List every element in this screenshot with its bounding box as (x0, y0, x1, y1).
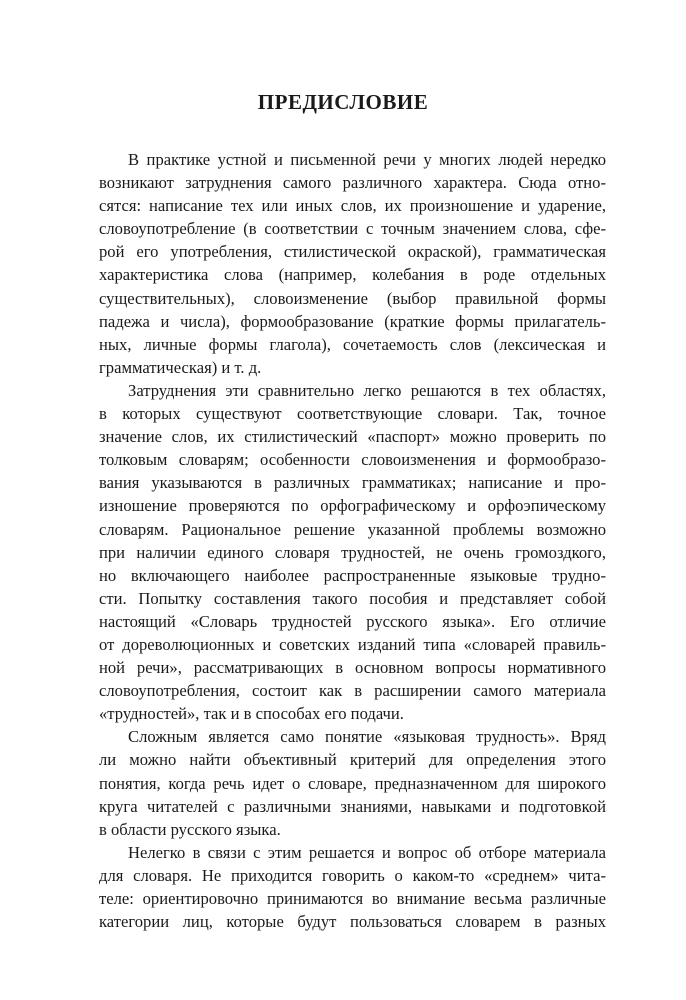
text-line: в которых существуют соответствующие словари. Так, точное (99, 404, 606, 424)
text-line: В практике устной и письменной речи у многих людей нередко (128, 150, 606, 169)
text-line: сятся: написание тех или иных слов, их произношение и ударение, (99, 196, 606, 216)
text-line: рой его употребления, стилистической окраской), грамматическая (99, 242, 606, 262)
text-line: от дореволюционных и советских изданий типа «словарей правиль- (99, 634, 606, 654)
text-line: словарям. Рациональное решение указанной проблемы возможно (99, 519, 606, 539)
text-line: характеристика слова (например, колебания в роде отдельных (99, 265, 606, 285)
paragraph (99, 148, 606, 379)
text-line: вания указываются в различных грамматиках; написание и про- (99, 473, 606, 493)
page-title: ПРЕДИСЛОВИЕ (257, 90, 429, 114)
text-line: сти. Попытку составления такого пособия и представляет собой (99, 588, 606, 608)
text-line: при наличии единого словаря трудностей, не очень громоздкого, (99, 542, 606, 562)
text-line: Затруднения эти сравнительно легко решаются в тех областях, (128, 380, 606, 400)
text-line: понятия, когда речь идет о словаре, предназначенном для широкого (99, 773, 606, 793)
text-line: категории лиц, которые будут пользоваться словарем в разных (99, 912, 606, 932)
text-line: круга читателей с различными знаниями, навыками и подготовкой (99, 796, 606, 816)
text-line: в области русского языка. (99, 819, 281, 839)
text-line: изношение проверяются по орфографическому и орфоэпическому (99, 496, 606, 516)
text-line: словоупотребления, состоит как в расширении самого материала (99, 681, 606, 701)
document-body (99, 148, 606, 933)
text-line: толковым словарям; особенности словоизменения и формообразо- (99, 450, 606, 470)
text-line: существительных), словоизменение (выбор правильной формы (99, 288, 606, 308)
text-line: Нелегко в связи с этим решается и вопрос об отборе материала (128, 842, 606, 862)
text-line: грамматическая) и т. д. (99, 357, 262, 377)
text-line: значение слов, их стилистический «паспорт» можно проверить по (99, 427, 606, 447)
text-line: возникают затруднения самого различного характера. Сюда отно- (99, 173, 606, 193)
text-line: для словаря. Не приходится говорить о каком-то «среднем» чита- (99, 865, 606, 885)
paragraph (99, 841, 606, 933)
text-line: ной речи», рассматривающих в основном вопросы нормативного (99, 658, 606, 678)
text-line: но включающего наиболее распространенные языковые трудно- (99, 565, 606, 585)
text-line: словоупотребление (в соответствии с точным значением слова, сфе- (99, 219, 606, 239)
text-line: Сложным является само понятие «языковая трудность». Вряд (128, 727, 606, 747)
text-line: теле: ориентировочно принимаются во внимание весьма различные (99, 889, 606, 908)
text-line: ных, личные формы глагола), сочетаемость слов (лексическая и (99, 334, 606, 354)
text-line: «трудностей», так и в способах его подачи. (99, 704, 404, 724)
text-line: падежа и числа), формообразование (краткие формы прилагатель- (99, 311, 606, 331)
text-line: настоящий «Словарь трудностей русского языка». Его отличие (99, 611, 606, 631)
paragraph (99, 725, 606, 840)
paragraph (99, 379, 606, 725)
text-line: ли можно найти объективный критерий для определения этого (99, 750, 606, 770)
